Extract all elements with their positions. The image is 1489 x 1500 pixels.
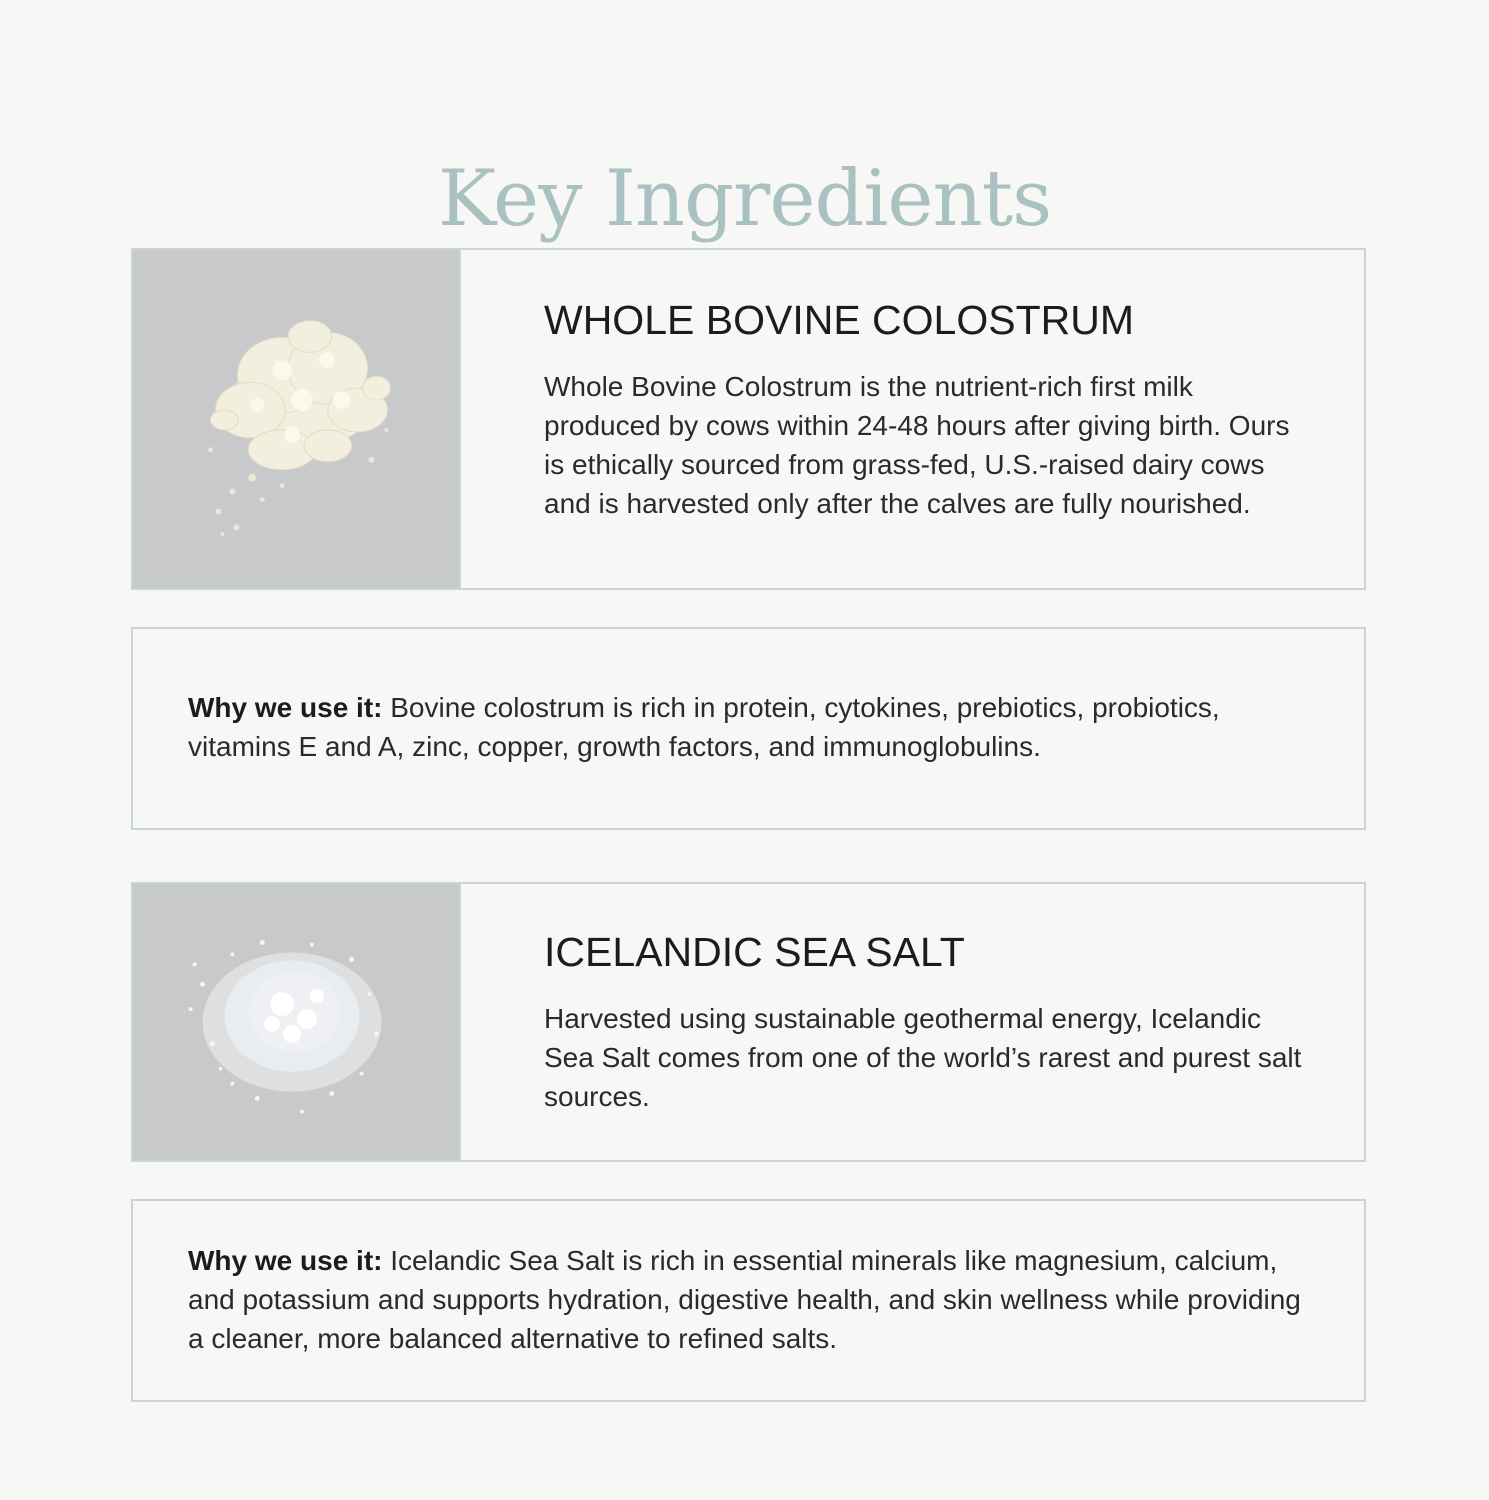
ingredient-description: Harvested using sustainable geothermal energy, Icelandic Sea Salt comes from one of the world’s rarest and purest salt sources. [544,1003,1302,1112]
ingredient-description: Whole Bovine Colostrum is the nutrient-rich first milk produced by cows within 24-48 hours after giving birth. Ours is ethically sourced from grass-fed, U.S.-raised dairy cows and is harvested only after the calves are fully nourished. [544,371,1290,519]
why-card-sea-salt [131,1199,1366,1402]
why-card-colostrum [131,627,1366,830]
ingredient-card-sea-salt [131,882,1366,1162]
why-label: Why we use it: [188,692,383,723]
why-body: Bovine colostrum is rich in protein, cytokines, prebiotics, probiotics, vitamins E and A, zinc, copper, growth factors, and immunoglobulins. [188,692,1220,762]
page-title: Key Ingredients [437,154,1052,245]
colostrum-powder-icon [133,250,459,588]
sea-salt-icon [133,884,459,1160]
ingredient-photo-sea-salt [133,884,461,1160]
ingredient-title: ICELANDIC SEA SALT [544,929,965,975]
ingredient-title: WHOLE BOVINE COLOSTRUM [544,297,1135,343]
why-text [188,1241,1304,1358]
ingredient-text-sea-salt [461,884,1364,1160]
ingredient-card-colostrum [131,248,1366,590]
ingredient-photo-colostrum [133,250,461,588]
ingredient-text-colostrum [461,250,1364,588]
why-text [188,688,1304,766]
why-label: Why we use it: [188,1245,383,1276]
why-body: Icelandic Sea Salt is rich in essential minerals like magnesium, calcium, and potassium and supports hydration, digestive health, and skin wellness while providing a cleaner, more balanced alternative to refined salts. [188,1245,1301,1354]
